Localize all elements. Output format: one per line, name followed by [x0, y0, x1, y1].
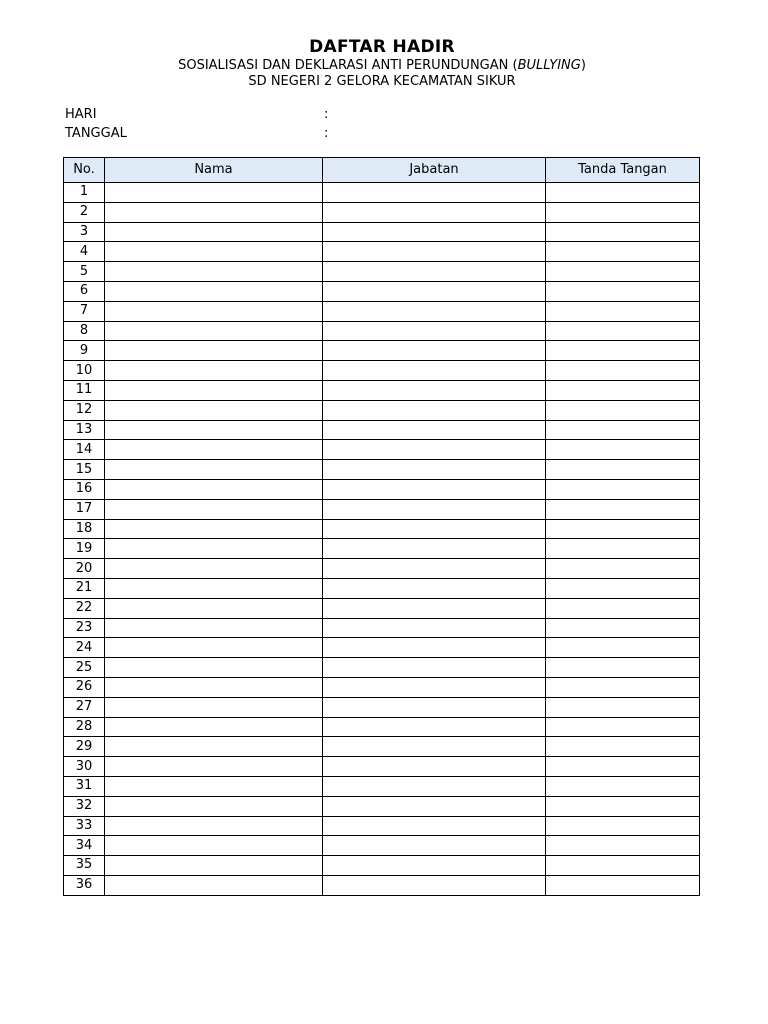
event-subtitle-italic: BULLYING [517, 58, 581, 73]
name-cell[interactable] [105, 697, 323, 717]
table-row [64, 420, 700, 440]
name-cell[interactable] [105, 796, 323, 816]
signature-cell[interactable] [546, 796, 700, 816]
row-number: 11 [64, 380, 105, 400]
signature-cell[interactable] [546, 341, 700, 361]
signature-cell[interactable] [546, 380, 700, 400]
name-cell[interactable] [105, 301, 323, 321]
table-row [64, 856, 700, 876]
signature-cell[interactable] [546, 519, 700, 539]
row-number: 2 [64, 202, 105, 222]
table-row [64, 400, 700, 420]
field-hari-label: HARI [65, 107, 97, 122]
position-cell[interactable] [323, 598, 546, 618]
row-number: 8 [64, 321, 105, 341]
position-cell[interactable] [323, 638, 546, 658]
table-row [64, 737, 700, 757]
name-cell[interactable] [105, 677, 323, 697]
table-row [64, 460, 700, 480]
signature-cell[interactable] [546, 499, 700, 519]
page-title: DAFTAR HADIR [309, 37, 455, 57]
row-number: 7 [64, 301, 105, 321]
position-cell[interactable] [323, 776, 546, 796]
row-number: 34 [64, 836, 105, 856]
signature-cell[interactable] [546, 539, 700, 559]
row-number: 32 [64, 796, 105, 816]
table-row [64, 539, 700, 559]
position-cell[interactable] [323, 460, 546, 480]
row-number: 4 [64, 242, 105, 262]
position-cell[interactable] [323, 281, 546, 301]
row-number: 5 [64, 262, 105, 282]
table-header-row [64, 158, 700, 183]
signature-cell[interactable] [546, 222, 700, 242]
row-number: 25 [64, 658, 105, 678]
table-row [64, 341, 700, 361]
table-row [64, 816, 700, 836]
name-cell[interactable] [105, 281, 323, 301]
table-row [64, 281, 700, 301]
signature-cell[interactable] [546, 875, 700, 895]
signature-cell[interactable] [546, 321, 700, 341]
row-number: 26 [64, 677, 105, 697]
name-cell[interactable] [105, 816, 323, 836]
table-row [64, 677, 700, 697]
position-cell[interactable] [323, 420, 546, 440]
position-cell[interactable] [323, 559, 546, 579]
position-cell[interactable] [323, 875, 546, 895]
name-cell[interactable] [105, 202, 323, 222]
name-cell[interactable] [105, 400, 323, 420]
event-subtitle-text: SOSIALISASI DAN DEKLARASI ANTI PERUNDUNGAN ( [178, 58, 518, 73]
table-body [64, 183, 700, 896]
table-row [64, 796, 700, 816]
position-cell[interactable] [323, 658, 546, 678]
position-cell[interactable] [323, 440, 546, 460]
signature-cell[interactable] [546, 677, 700, 697]
row-number: 29 [64, 737, 105, 757]
name-cell[interactable] [105, 460, 323, 480]
table-row [64, 638, 700, 658]
name-cell[interactable] [105, 618, 323, 638]
table-row [64, 499, 700, 519]
row-number: 3 [64, 222, 105, 242]
name-cell[interactable] [105, 638, 323, 658]
position-cell[interactable] [323, 697, 546, 717]
position-cell[interactable] [323, 380, 546, 400]
signature-cell[interactable] [546, 776, 700, 796]
table-row [64, 262, 700, 282]
position-cell[interactable] [323, 242, 546, 262]
position-cell[interactable] [323, 202, 546, 222]
position-cell[interactable] [323, 677, 546, 697]
row-number: 30 [64, 757, 105, 777]
table-row [64, 242, 700, 262]
position-cell[interactable] [323, 737, 546, 757]
signature-cell[interactable] [546, 183, 700, 203]
name-cell[interactable] [105, 420, 323, 440]
name-cell[interactable] [105, 519, 323, 539]
name-cell[interactable] [105, 717, 323, 737]
position-cell[interactable] [323, 856, 546, 876]
table-row [64, 380, 700, 400]
signature-cell[interactable] [546, 737, 700, 757]
row-number: 31 [64, 776, 105, 796]
row-number: 15 [64, 460, 105, 480]
name-cell[interactable] [105, 836, 323, 856]
signature-cell[interactable] [546, 697, 700, 717]
row-number: 20 [64, 559, 105, 579]
field-hari-separator: : [324, 107, 329, 122]
name-cell[interactable] [105, 321, 323, 341]
signature-cell[interactable] [546, 479, 700, 499]
signature-cell[interactable] [546, 856, 700, 876]
field-tanggal-separator: : [324, 126, 329, 141]
table-row [64, 836, 700, 856]
position-cell[interactable] [323, 618, 546, 638]
signature-cell[interactable] [546, 460, 700, 480]
position-cell[interactable] [323, 796, 546, 816]
name-cell[interactable] [105, 539, 323, 559]
row-number: 13 [64, 420, 105, 440]
position-cell[interactable] [323, 262, 546, 282]
name-cell[interactable] [105, 856, 323, 876]
position-cell[interactable] [323, 361, 546, 381]
signature-cell[interactable] [546, 836, 700, 856]
position-cell[interactable] [323, 341, 546, 361]
row-number: 16 [64, 479, 105, 499]
row-number: 27 [64, 697, 105, 717]
column-header-jabatan: Jabatan [323, 158, 546, 183]
position-cell[interactable] [323, 539, 546, 559]
name-cell[interactable] [105, 380, 323, 400]
name-cell[interactable] [105, 757, 323, 777]
signature-cell[interactable] [546, 757, 700, 777]
table-row [64, 183, 700, 203]
name-cell[interactable] [105, 737, 323, 757]
row-number: 6 [64, 281, 105, 301]
signature-cell[interactable] [546, 242, 700, 262]
table-row [64, 479, 700, 499]
position-cell[interactable] [323, 183, 546, 203]
name-cell[interactable] [105, 361, 323, 381]
table-row [64, 202, 700, 222]
signature-cell[interactable] [546, 618, 700, 638]
row-number: 21 [64, 578, 105, 598]
name-cell[interactable] [105, 578, 323, 598]
position-cell[interactable] [323, 836, 546, 856]
name-cell[interactable] [105, 875, 323, 895]
school-subtitle: SD NEGERI 2 GELORA KECAMATAN SIKUR [248, 74, 516, 89]
signature-cell[interactable] [546, 598, 700, 618]
table-row [64, 440, 700, 460]
signature-cell[interactable] [546, 638, 700, 658]
position-cell[interactable] [323, 757, 546, 777]
attendance-table [63, 157, 700, 896]
position-cell[interactable] [323, 479, 546, 499]
signature-cell[interactable] [546, 578, 700, 598]
signature-cell[interactable] [546, 559, 700, 579]
table-row [64, 301, 700, 321]
row-number: 10 [64, 361, 105, 381]
table-row [64, 697, 700, 717]
row-number: 28 [64, 717, 105, 737]
signature-cell[interactable] [546, 816, 700, 836]
signature-cell[interactable] [546, 400, 700, 420]
signature-cell[interactable] [546, 440, 700, 460]
row-number: 23 [64, 618, 105, 638]
table-row [64, 776, 700, 796]
position-cell[interactable] [323, 301, 546, 321]
name-cell[interactable] [105, 242, 323, 262]
row-number: 1 [64, 183, 105, 203]
position-cell[interactable] [323, 717, 546, 737]
position-cell[interactable] [323, 816, 546, 836]
position-cell[interactable] [323, 321, 546, 341]
name-cell[interactable] [105, 183, 323, 203]
signature-cell[interactable] [546, 281, 700, 301]
position-cell[interactable] [323, 499, 546, 519]
row-number: 36 [64, 875, 105, 895]
table-row [64, 321, 700, 341]
name-cell[interactable] [105, 341, 323, 361]
position-cell[interactable] [323, 519, 546, 539]
row-number: 19 [64, 539, 105, 559]
signature-cell[interactable] [546, 658, 700, 678]
row-number: 22 [64, 598, 105, 618]
signature-cell[interactable] [546, 202, 700, 222]
table-row [64, 658, 700, 678]
name-cell[interactable] [105, 262, 323, 282]
signature-cell[interactable] [546, 361, 700, 381]
row-number: 12 [64, 400, 105, 420]
signature-cell[interactable] [546, 301, 700, 321]
row-number: 18 [64, 519, 105, 539]
row-number: 33 [64, 816, 105, 836]
column-header-tanda-tangan: Tanda Tangan [546, 158, 700, 183]
column-header-no: No. [64, 158, 105, 183]
table-row [64, 618, 700, 638]
position-cell[interactable] [323, 400, 546, 420]
name-cell[interactable] [105, 598, 323, 618]
signature-cell[interactable] [546, 420, 700, 440]
field-tanggal-label: TANGGAL [65, 126, 127, 141]
table-row [64, 578, 700, 598]
name-cell[interactable] [105, 559, 323, 579]
signature-cell[interactable] [546, 717, 700, 737]
table-row [64, 559, 700, 579]
column-header-nama: Nama [105, 158, 323, 183]
position-cell[interactable] [323, 578, 546, 598]
row-number: 14 [64, 440, 105, 460]
table-row [64, 717, 700, 737]
signature-cell[interactable] [546, 262, 700, 282]
name-cell[interactable] [105, 222, 323, 242]
name-cell[interactable] [105, 499, 323, 519]
row-number: 9 [64, 341, 105, 361]
table-row [64, 222, 700, 242]
table-row [64, 757, 700, 777]
position-cell[interactable] [323, 222, 546, 242]
row-number: 24 [64, 638, 105, 658]
event-subtitle [0, 58, 764, 73]
name-cell[interactable] [105, 658, 323, 678]
name-cell[interactable] [105, 479, 323, 499]
name-cell[interactable] [105, 776, 323, 796]
row-number: 35 [64, 856, 105, 876]
table-row [64, 361, 700, 381]
table-row [64, 598, 700, 618]
table-row [64, 519, 700, 539]
table-row [64, 875, 700, 895]
event-subtitle-close: ) [580, 58, 586, 73]
name-cell[interactable] [105, 440, 323, 460]
row-number: 17 [64, 499, 105, 519]
